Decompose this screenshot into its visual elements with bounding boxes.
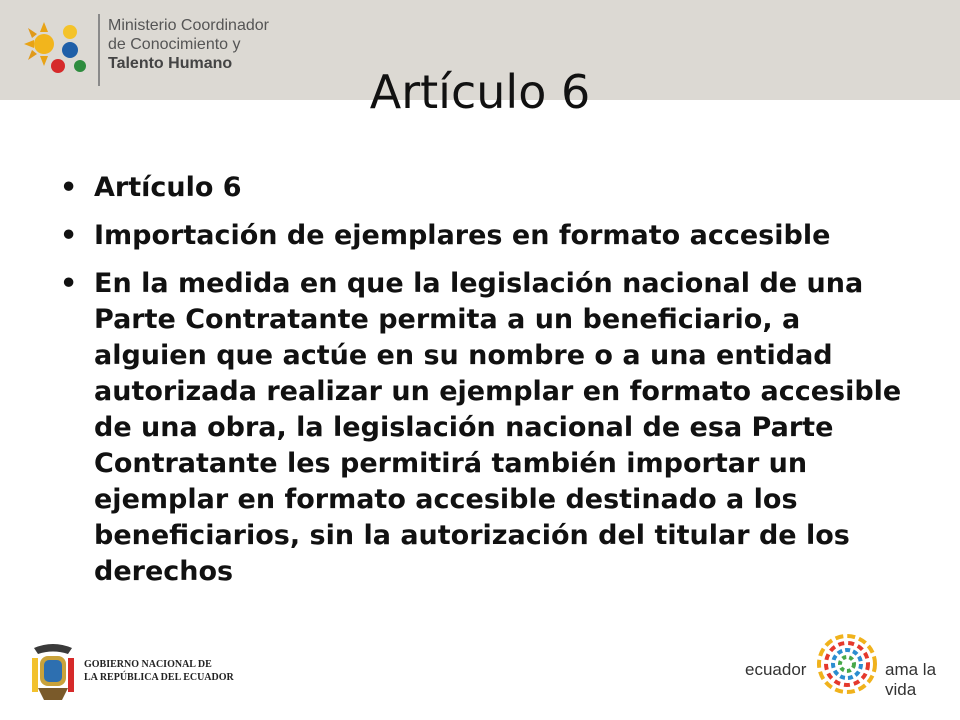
bullet-item	[60, 170, 910, 206]
bullet-list	[60, 170, 910, 602]
slide-title: Artículo 6	[369, 65, 591, 119]
bullet-text: En la medida en que la legislación nacional de una Parte Contratante permita a un beneficiario, a alguien que actúe en su nombre o a una entidad autorizada realizar un ejemplar en formato accesible de una obra, la legislación nacional de esa Parte Contratante les permitirá también importar un ejemplar en formato accesible destinado a los beneficiarios, sin la autorización del titular de los derechos	[94, 268, 902, 587]
bullet-item	[60, 218, 910, 254]
bullet-dot-icon: •	[60, 220, 78, 251]
ecuador-ama-la-vida-logo	[745, 632, 945, 708]
bullet-text: Importación de ejemplares en formato accesible	[94, 220, 831, 251]
coat-of-arms-icon	[28, 640, 78, 706]
government-line-2: LA REPÚBLICA DEL ECUADOR	[84, 672, 234, 683]
government-line-1: GOBIERNO NACIONAL DE	[84, 659, 212, 670]
ecuador-word: ecuador	[745, 660, 807, 679]
ecuador-sun-logo-icon	[815, 632, 879, 696]
bullet-item	[60, 266, 910, 590]
bullet-dot-icon: •	[60, 172, 78, 203]
ama-la-vida-word: ama la vida	[885, 660, 937, 699]
ministry-line-3: Talento Humano	[108, 55, 233, 72]
bullet-dot-icon: •	[60, 268, 78, 299]
ministry-line-2: de Conocimiento y	[108, 36, 241, 53]
ministry-line-1: Ministerio Coordinador	[108, 17, 269, 34]
government-logo	[28, 640, 234, 710]
bullet-text: Artículo 6	[94, 172, 242, 203]
government-name	[84, 658, 234, 684]
